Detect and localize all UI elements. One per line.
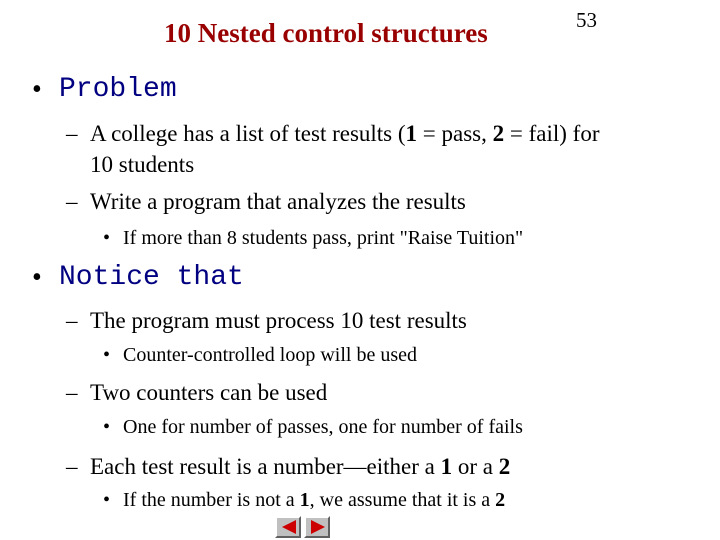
text-bold: 1 xyxy=(299,489,310,511)
text: If more than 8 students pass, print "Raise Tuition" xyxy=(123,227,524,249)
notice-item-2 xyxy=(66,377,328,408)
dash-icon: – xyxy=(66,308,78,333)
notice-heading xyxy=(32,262,244,293)
problem-item-2 xyxy=(66,186,466,217)
notice-item-3-sub xyxy=(103,489,506,512)
notice-item-1-sub xyxy=(103,344,417,367)
text: , we assume that it is a xyxy=(309,489,496,511)
text: A college has a list of test results ( xyxy=(90,121,406,146)
bullet-icon: • xyxy=(103,489,111,511)
text: = pass, xyxy=(417,121,493,146)
bullet-icon: • xyxy=(32,262,42,293)
page-number: 53 xyxy=(576,8,597,32)
dash-icon: – xyxy=(66,121,78,146)
bullet-icon: • xyxy=(103,416,111,438)
text: 10 students xyxy=(90,152,195,177)
dash-icon: – xyxy=(66,189,78,214)
notice-item-3 xyxy=(66,451,511,482)
slide-title: 10 Nested control structures xyxy=(164,18,488,48)
problem-heading-text: Problem xyxy=(59,74,177,105)
text-bold: 2 xyxy=(498,454,511,479)
triangle-right-icon xyxy=(309,520,327,534)
dash-icon: – xyxy=(66,454,78,479)
previous-slide-button[interactable] xyxy=(275,516,301,538)
slide-navigation xyxy=(275,516,330,538)
text: One for number of passes, one for number of fails xyxy=(123,416,523,438)
dash-icon: – xyxy=(66,380,78,405)
text: Write a program that analyzes the results xyxy=(90,189,466,214)
text-bold: 1 xyxy=(405,121,418,146)
notice-item-1 xyxy=(66,305,467,336)
problem-heading xyxy=(32,74,177,105)
text: Two counters can be used xyxy=(90,380,328,405)
notice-heading-text: Notice that xyxy=(59,262,244,293)
text-bold: 1 xyxy=(440,454,453,479)
next-slide-button[interactable] xyxy=(304,516,330,538)
bullet-icon: • xyxy=(103,344,111,366)
text: = fail) for xyxy=(504,121,600,146)
text: or a xyxy=(452,454,499,479)
bullet-icon: • xyxy=(103,227,111,249)
problem-item-1 xyxy=(66,118,600,180)
text: Counter-controlled loop will be used xyxy=(123,344,417,366)
text-bold: 2 xyxy=(495,489,506,511)
problem-item-2-sub xyxy=(103,227,524,250)
text-bold: 2 xyxy=(492,121,505,146)
bullet-icon: • xyxy=(32,74,42,105)
text: The program must process 10 test results xyxy=(90,308,467,333)
triangle-left-icon xyxy=(280,520,298,534)
text: Each test result is a number—either a xyxy=(90,454,441,479)
notice-item-2-sub xyxy=(103,416,523,439)
text: If the number is not a xyxy=(123,489,300,511)
